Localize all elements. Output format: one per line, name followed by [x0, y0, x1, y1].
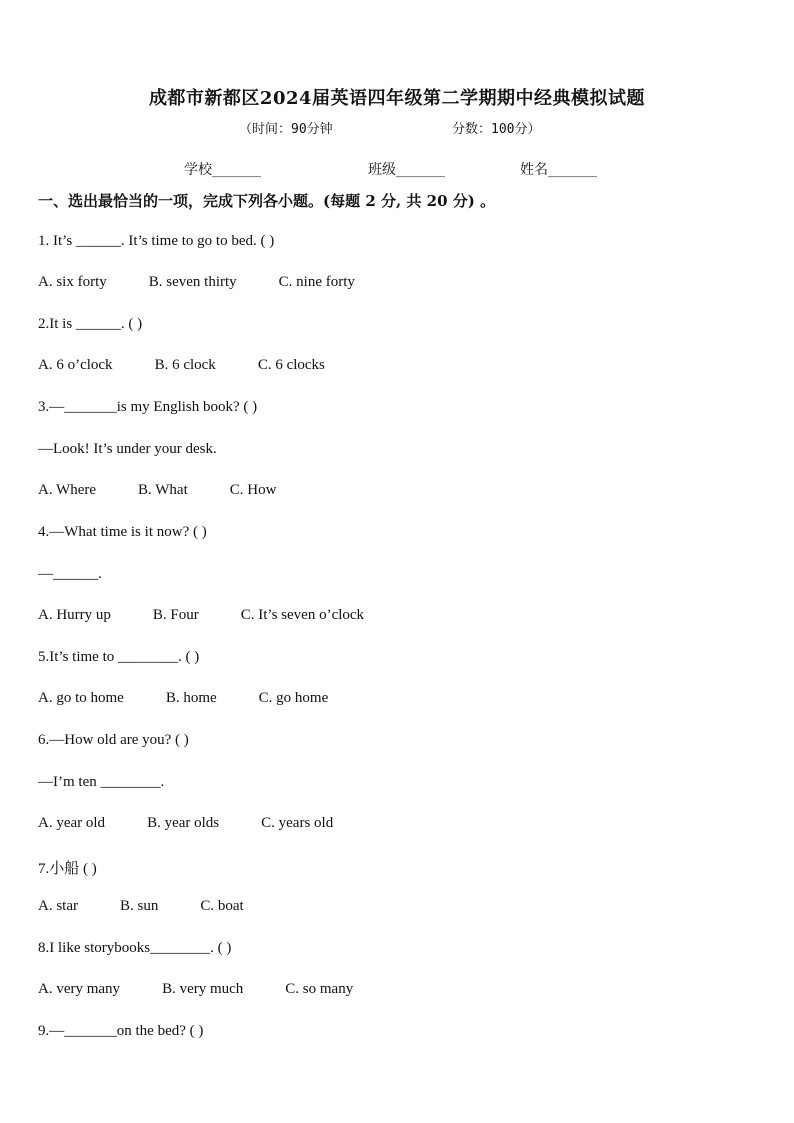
question-1-options [38, 274, 397, 291]
exam-title: 成都市新都区2024届英语四年级第二学期期中经典模拟试题 [148, 88, 646, 109]
question-5-stem: 5.It’s time to ________. ( ) [38, 649, 200, 665]
question-3-reply: —Look! It’s under your desk. [38, 441, 217, 457]
question-3-stem: 3.—_______is my English book? ( ) [38, 399, 258, 415]
option-b: B. Four [152, 607, 199, 623]
question-5-options [38, 690, 370, 707]
option-b: B. sun [120, 898, 159, 914]
option-c: C. years old [261, 815, 334, 831]
question-8-stem: 8.I like storybooks________. ( ) [38, 940, 232, 956]
name-field: 姓名_______ [520, 162, 597, 178]
option-c: C. nine forty [278, 274, 355, 290]
question-9-stem: 9.—_______on the bed? ( ) [38, 1023, 204, 1039]
class-field: 班级_______ [368, 162, 445, 178]
section-heading: 一、选出最恰当的一项，完成下列各小题。(每题 2 分, 共 20 分) 。 [38, 192, 496, 210]
option-a: A. star [38, 898, 78, 914]
question-6-options [38, 815, 375, 832]
option-c: C. boat [200, 898, 244, 914]
question-7-options [38, 898, 286, 915]
option-c: C. so many [285, 981, 354, 997]
option-c: C. 6 clocks [257, 357, 325, 373]
question-4-reply: —______. [38, 566, 102, 582]
option-a: A. very many [38, 981, 121, 997]
question-4-options [38, 607, 406, 624]
option-b: B. seven thirty [148, 274, 237, 290]
option-a: A. go to home [38, 690, 124, 706]
option-a: A. 6 o’clock [38, 357, 113, 373]
question-3-options [38, 482, 318, 499]
option-b: B. 6 clock [154, 357, 216, 373]
option-b: B. year olds [147, 815, 220, 831]
option-c: C. It’s seven o’clock [240, 607, 365, 623]
option-a: A. Hurry up [38, 607, 111, 623]
option-b: B. home [165, 690, 217, 706]
question-7-stem: 7.小船 ( ) [38, 861, 97, 877]
question-6-stem: 6.—How old are you? ( ) [38, 732, 189, 748]
option-c: C. go home [258, 690, 329, 706]
option-b: B. very much [162, 981, 244, 997]
question-1-stem: 1. It’s ______. It’s time to go to bed. ( ) [38, 233, 275, 249]
option-a: A. Where [38, 482, 97, 498]
question-2-stem: 2.It is ______. ( ) [38, 316, 143, 332]
exam-score: 分数：100分） [452, 122, 541, 137]
option-c: C. How [229, 482, 277, 498]
question-8-options [38, 981, 395, 998]
question-2-options [38, 357, 367, 374]
question-6-reply: —I’m ten ________. [38, 774, 165, 790]
school-field: 学校_______ [184, 162, 261, 178]
exam-time: （时间：90分钟 [239, 122, 333, 137]
option-a: A. year old [38, 815, 106, 831]
option-b: B. What [138, 482, 188, 498]
question-4-stem: 4.—What time is it now? ( ) [38, 524, 207, 540]
option-a: A. six forty [38, 274, 107, 290]
